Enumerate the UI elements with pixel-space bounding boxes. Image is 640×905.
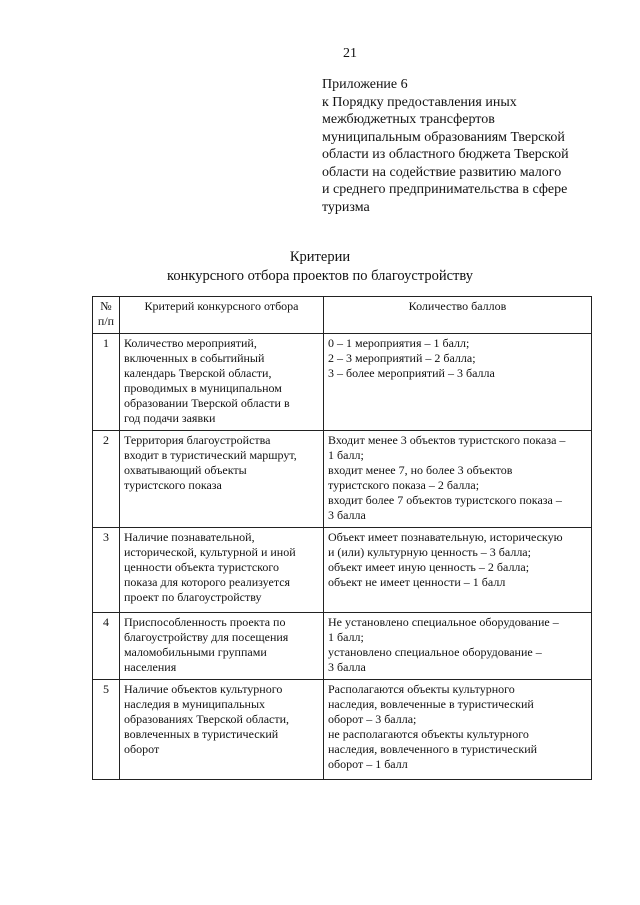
points-line: Располагаются объекты культурного [328, 682, 515, 696]
criterion-cell [120, 613, 324, 680]
title-line-2: конкурсного отбора проектов по благоустройству [167, 268, 473, 284]
appendix-line: межбюджетных трансфертов [322, 112, 495, 127]
criterion-line: год подачи заявки [124, 411, 216, 425]
points-line: 1 балл; [328, 448, 364, 462]
points-line: туристского показа – 2 балла; [328, 478, 480, 492]
criteria-table [92, 296, 592, 780]
points-line: Объект имеет познавательную, историческую [328, 530, 563, 544]
points-line: Не установлено специальное оборудование – [328, 615, 559, 629]
criterion-line: Количество мероприятий, [124, 336, 257, 350]
points-line: объект имеет иную ценность – 2 балла; [328, 560, 530, 574]
points-line: 3 балла [328, 508, 366, 522]
criterion-line: маломобильными группами [124, 645, 267, 659]
criterion-line: Наличие объектов культурного [124, 682, 283, 696]
appendix-line: к Порядку предоставления иных [322, 94, 517, 110]
criterion-line: Наличие познавательной, [124, 530, 255, 544]
criterion-line: Приспособленность проекта по [124, 615, 286, 629]
criterion-line: образовании Тверской области в [124, 396, 290, 410]
points-cell [324, 680, 592, 780]
page-number: 21 [343, 46, 357, 61]
row-number: 3 [93, 528, 120, 613]
criterion-line: туристского показа [124, 478, 222, 492]
points-cell [324, 334, 592, 431]
points-line: 3 балла [328, 660, 366, 674]
criterion-line: охватывающий объекты [124, 463, 247, 477]
criterion-line: наследия в муниципальных [124, 697, 266, 711]
criterion-line: Территория благоустройства [124, 433, 271, 447]
points-cell [324, 528, 592, 613]
criterion-line: благоустройству для посещения [124, 630, 289, 644]
points-cell [324, 613, 592, 680]
criterion-line: календарь Тверской области, [124, 366, 272, 380]
points-line: Входит менее 3 объектов туристского показа – [328, 433, 566, 447]
table-row [93, 431, 592, 528]
row-number: 1 [93, 334, 120, 431]
criterion-line: населения [124, 660, 177, 674]
table-header-row [93, 297, 592, 334]
appendix-header [322, 76, 622, 216]
points-line: наследия, вовлеченные в туристический [328, 697, 534, 711]
points-line: установлено специальное оборудование – [328, 645, 542, 659]
title-line-1: Критерии [289, 249, 351, 265]
points-line: наследия, вовлеченного в туристический [328, 742, 538, 756]
criterion-cell [120, 680, 324, 780]
criterion-line: входит в туристический маршрут, [124, 448, 297, 462]
criterion-cell [120, 431, 324, 528]
appendix-line: и среднего предпринимательства в сфере [322, 182, 568, 197]
points-line: 1 балл; [328, 630, 364, 644]
points-line: 3 – более мероприятий – 3 балла [328, 366, 495, 380]
points-line: входит менее 7, но более 3 объектов [328, 463, 513, 477]
appendix-line: туризма [322, 199, 370, 215]
appendix-line: области из областного бюджета Тверской [322, 147, 569, 162]
criterion-cell [120, 334, 324, 431]
points-cell [324, 431, 592, 528]
points-line: входит более 7 объектов туристского показа – [328, 493, 562, 507]
table-row [93, 334, 592, 431]
header-points: Количество баллов [324, 297, 592, 334]
document-title [0, 248, 640, 286]
points-line: оборот – 1 балл [328, 757, 408, 771]
points-line: объект не имеет ценности – 1 балл [328, 575, 506, 589]
appendix-line: Приложение 6 [322, 77, 408, 92]
points-line: 0 – 1 мероприятия – 1 балл; [328, 336, 470, 350]
header-criterion: Критерий конкурсного отбора [120, 297, 324, 334]
criterion-line: вовлеченных в туристический [124, 727, 279, 741]
appendix-line: муниципальным образованиям Тверской [322, 129, 565, 145]
criterion-line: проект по благоустройству [124, 590, 262, 604]
points-line: не располагаются объекты культурного [328, 727, 529, 741]
points-line: и (или) культурную ценность – 3 балла; [328, 545, 531, 559]
points-line: 2 – 3 мероприятий – 2 балла; [328, 351, 476, 365]
row-number: 4 [93, 613, 120, 680]
table-row [93, 528, 592, 613]
criterion-line: оборот [124, 742, 160, 756]
header-num: № п/п [93, 297, 120, 334]
criterion-line: ценности объекта туристского [124, 560, 280, 574]
row-number: 5 [93, 680, 120, 780]
points-line: оборот – 3 балла; [328, 712, 417, 726]
criterion-line: проводимых в муниципальном [124, 381, 282, 395]
criterion-line: исторической, культурной и иной [124, 545, 296, 559]
criterion-line: показа для которого реализуется [124, 575, 291, 589]
table-row [93, 680, 592, 780]
table-row [93, 613, 592, 680]
criterion-line: включенных в событийный [124, 351, 265, 365]
appendix-line: области на содействие развитию малого [322, 164, 562, 180]
criterion-line: образованиях Тверской области, [124, 712, 290, 726]
row-number: 2 [93, 431, 120, 528]
criterion-cell [120, 528, 324, 613]
